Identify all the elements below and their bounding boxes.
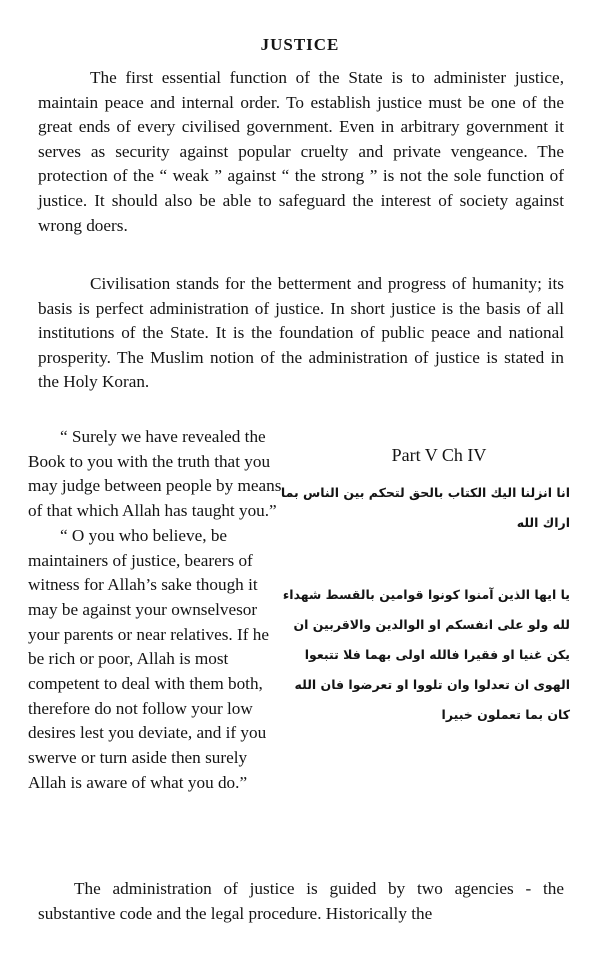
paragraph-civilisation: Civilisation stands for the betterment and progress of humanity; its basis is perfect administration of justice. In short justice is the basis of all institutions of the State. It is the foundation of public peace and national prosperity. The Muslim notion of the administration of justice is stated in the Holy Koran.	[38, 274, 564, 392]
quote-revealed-book: “ Surely we have revealed the Book to you with the truth that you may judge between people by means of that which Allah has taught you.”	[28, 427, 282, 521]
koran-reference: Part V Ch IV	[391, 445, 487, 465]
arabic-verse-1: انا انزلنا اليك الكتاب بالحق لتحكم بين الناس بما اراك الله	[280, 485, 570, 530]
paragraph-administration: The administration of justice is guided by two agencies - the substantive code and the legal procedure. Historically the	[38, 879, 564, 923]
quote-maintainers-of-justice: “ O you who believe, be maintainers of justice, bearers of witness for Allah’s sake though it may be against your ownselvesor your parents or near relatives. If he be rich or poor, Allah is most competent to deal with them both, therefore do not follow your low desires lest you deviate, and if you swerve or turn aside then surely Allah is aware of what you do.”	[28, 525, 269, 792]
paragraph-intro: The first essential function of the State is to administer justice, maintain peace and internal order. To establish justice must be one of the great ends of every civilised government. Even in arbitrary government it serves as security against popular cruelty and private vengeance. The protection of the “ weak ” against “ the strong ” is not the sole function of justice. It should also be able to safeguard the interest of society against wrong doers.	[38, 68, 564, 235]
page-heading: JUSTICE	[260, 35, 340, 54]
arabic-verse-2: يا ايها الذين آمنوا كونوا قوامين بالقسط شهداء لله ولو على انفسكم او الوالدين والاقربين ان يكن غنيا او فقيرا فالله اولى بهما فلا تتبعوا الهوى ان تعدلوا وان تلووا او تعرضوا فان الله كان بما تعملون خبيرا	[282, 587, 570, 722]
quote-column	[28, 425, 288, 796]
